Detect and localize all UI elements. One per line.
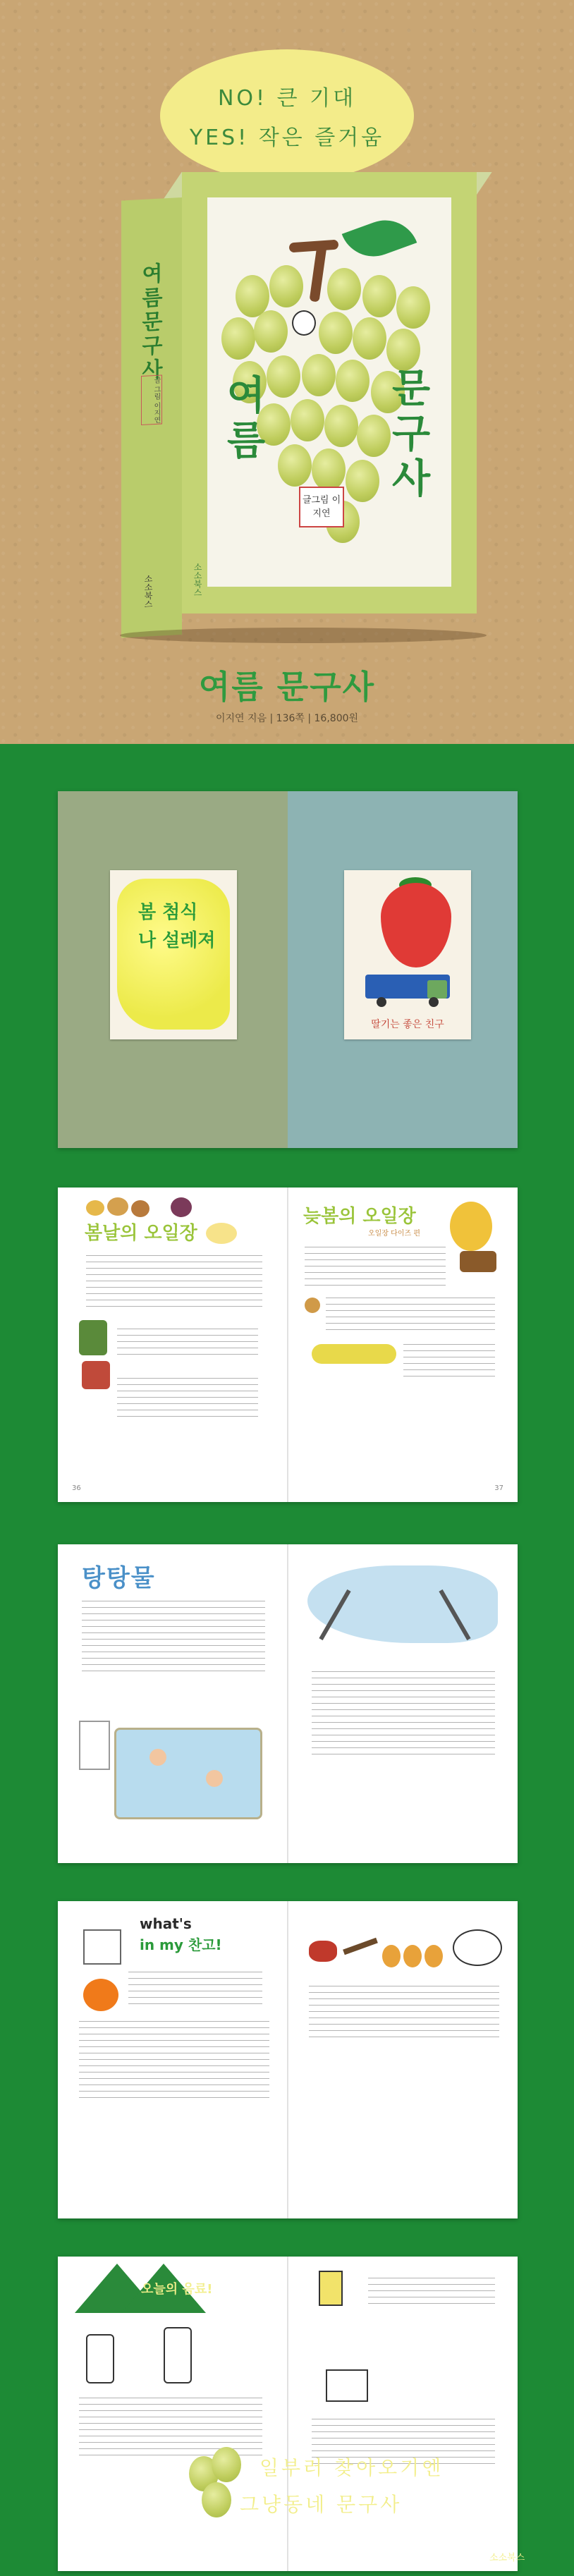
- body-text-lines: [309, 1986, 499, 2043]
- grape: [362, 275, 396, 317]
- body-text-lines: [117, 1378, 258, 1422]
- house-icon: [83, 1929, 121, 1965]
- bear-mascot-icon: [450, 1202, 492, 1251]
- book-spine: [121, 197, 182, 638]
- gutter: [287, 1901, 288, 2218]
- grape: [202, 2482, 231, 2517]
- left-heading-line1: what's: [140, 1915, 192, 1932]
- page-number-right: 37: [494, 1484, 503, 1492]
- bottle-icon: [86, 2334, 114, 2383]
- book-cover: [182, 172, 477, 614]
- grape: [353, 317, 386, 360]
- left-heading: 봄날의 오일장: [85, 1223, 197, 1244]
- person-icon: [206, 1770, 223, 1787]
- tagline-line-1: NO! 큰 기대: [217, 86, 357, 111]
- fruit-icon: [86, 1200, 104, 1216]
- grape: [278, 444, 312, 487]
- grape: [302, 354, 336, 396]
- spine-title: 여름문구사: [138, 262, 162, 384]
- spine-author: 글 그림 이지연: [141, 374, 162, 425]
- gutter: [287, 2257, 288, 2571]
- body-text-lines: [86, 1255, 262, 1312]
- cover-author-label: 글그림 이지연: [299, 487, 344, 527]
- spread-covers: [58, 791, 518, 1148]
- grape: [221, 317, 255, 360]
- grape-stem-top: [289, 240, 339, 253]
- right-subheading: 오일장 다이즈 편: [368, 1230, 420, 1238]
- person-icon: [149, 1749, 166, 1766]
- grape: [254, 310, 288, 353]
- body-text-lines: [312, 1671, 495, 1760]
- vegetable-icon: [79, 1320, 107, 1355]
- body-text-lines: [117, 1329, 258, 1360]
- tshirt-icon: [326, 2369, 368, 2402]
- cover-title-left: 여름: [227, 373, 266, 464]
- spring-card-text: 봄 첨식 나 설레져: [138, 902, 216, 951]
- bath-pool-illustration: [114, 1728, 262, 1819]
- closing-line-2: 그냥동네 문구사: [240, 2493, 403, 2516]
- beet-icon: [171, 1197, 192, 1217]
- right-heading: 늦봄의 오일장: [303, 1206, 416, 1227]
- berries-icon: [309, 1941, 337, 1962]
- grape: [336, 360, 370, 402]
- grape: [346, 460, 379, 502]
- spread-bath: [58, 1544, 518, 1863]
- wheel-icon: [429, 997, 439, 1007]
- grape: [396, 286, 430, 329]
- grape: [386, 329, 420, 371]
- spread-drinks: [58, 2257, 518, 2571]
- strawberry-icon: [381, 883, 451, 967]
- cover-illustration: [207, 197, 451, 587]
- gutter: [287, 1544, 288, 1863]
- body-text-lines: [79, 2021, 269, 2104]
- building-icon: [79, 1721, 110, 1770]
- grape: [319, 312, 353, 354]
- grape: [212, 2447, 241, 2482]
- truck-cab: [427, 980, 447, 999]
- persimmon-icon: [425, 1945, 443, 1967]
- grape: [357, 415, 391, 457]
- spread1-right-page: [288, 791, 518, 1148]
- spread-fridge: [58, 1901, 518, 2218]
- body-text-lines: [403, 1344, 495, 1382]
- body-text-lines: [305, 1247, 446, 1291]
- strawberry-card: [344, 870, 471, 1039]
- bottle-icon: [164, 2327, 192, 2383]
- cover-title-right: 문구사: [392, 366, 431, 502]
- publisher-logo: 소소북스: [489, 2553, 525, 2563]
- closing-line-1: 일부러 찾아오기엔: [259, 2456, 444, 2479]
- body-text-lines: [82, 1601, 265, 1677]
- book-title: 여름 문구사: [198, 668, 376, 706]
- tagline-line-2: YES! 작은 즐거움: [189, 126, 385, 150]
- orange-icon: [83, 1979, 118, 2011]
- persimmon-icon: [382, 1945, 401, 1967]
- left-heading: 오늘의 음료!: [141, 2282, 213, 2297]
- pineapple-icon: [206, 1223, 237, 1244]
- spread-market: [58, 1188, 518, 1502]
- book-meta: 이지연 지음 | 136쪽 | 16,800원: [215, 713, 359, 724]
- branch-icon: [343, 1938, 378, 1955]
- wheel-icon: [377, 997, 386, 1007]
- cover-publisher: 소소북스: [193, 563, 202, 597]
- grape: [324, 405, 358, 447]
- spread1-left-page: [58, 791, 288, 1148]
- grape: [327, 268, 361, 310]
- fruit-icon: [107, 1197, 128, 1216]
- grape-leaf-icon: [342, 211, 417, 266]
- tagline-bubble: [160, 49, 414, 182]
- left-heading-line2: in my 찬고!: [140, 1936, 222, 1953]
- hero-section: [0, 0, 574, 744]
- grape: [291, 399, 324, 441]
- character-face-icon: [292, 310, 316, 336]
- left-heading: 탕탕물: [82, 1564, 156, 1592]
- sky-illustration: [307, 1565, 498, 1643]
- page-number-left: 36: [72, 1484, 81, 1492]
- starfruit-icon: [312, 1344, 396, 1364]
- book-shadow: [120, 628, 487, 643]
- grape: [267, 355, 300, 398]
- spine-publisher: 소소북스: [143, 574, 153, 609]
- speech-bubble: [453, 1929, 502, 1966]
- body-text-lines: [128, 1972, 262, 2010]
- basket-icon: [460, 1251, 496, 1272]
- spring-card: [110, 870, 237, 1039]
- grape: [312, 448, 346, 491]
- grape-stem: [310, 245, 327, 302]
- vegetable-icon: [82, 1361, 110, 1389]
- body-text-lines: [326, 1298, 495, 1336]
- grape: [269, 265, 303, 307]
- strawberry-card-caption: 딸기는 좋은 친구: [371, 1019, 444, 1030]
- gutter: [287, 1188, 288, 1502]
- body-text-lines: [368, 2278, 495, 2309]
- persimmon-icon: [403, 1945, 422, 1967]
- nut-icon: [305, 1298, 320, 1313]
- fruit-icon: [131, 1200, 149, 1217]
- cup-icon: [319, 2271, 343, 2306]
